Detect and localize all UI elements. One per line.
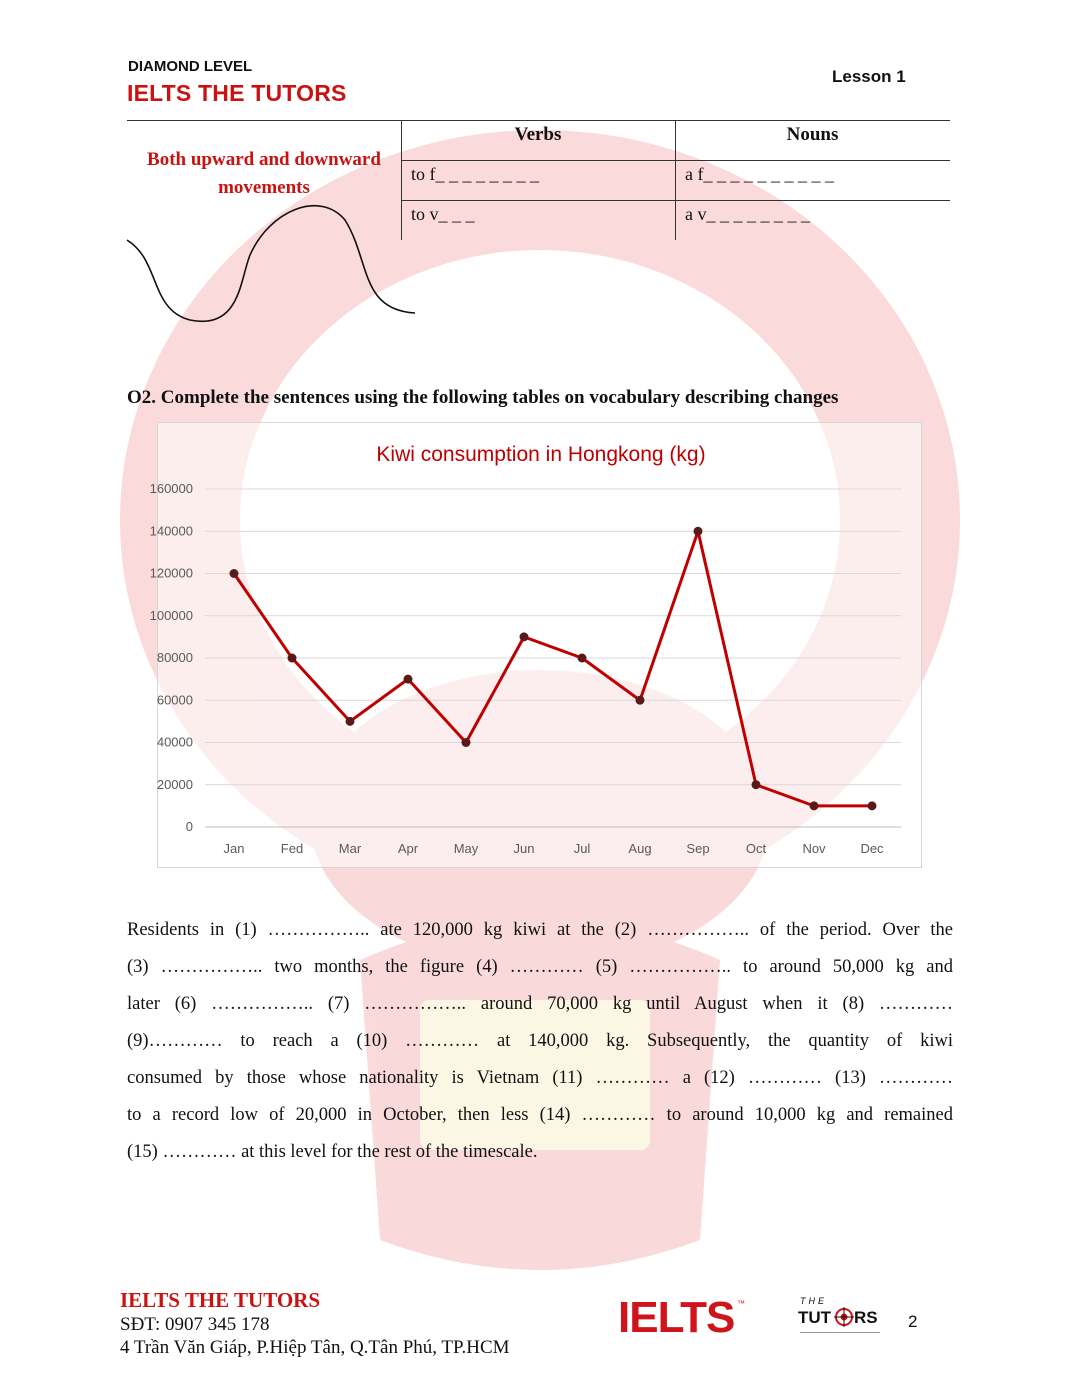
x-tick-label: Nov (802, 841, 826, 856)
paragraph-line-2: (3) …………….. two months, the figure (4) ………… (5) …………….. to around 50,000 kg and (127, 957, 953, 977)
paragraph-line-3: later (6) …………….. (7) …………….. around 70,000 kg until August when it (8) ………… (127, 994, 953, 1014)
logo-tut-text: TUT (798, 1308, 832, 1327)
x-tick-label: Dec (860, 841, 884, 856)
y-tick-label: 60000 (156, 692, 193, 708)
verb-cell-1: to f_ _ _ _ _ _ _ _ (411, 164, 539, 184)
footer-address: 4 Trần Văn Giáp, P.Hiệp Tân, Q.Tân Phú, TP.HCM (120, 1337, 510, 1358)
paragraph-line-7: (15) ………… at this level for the rest of the timescale. (127, 1142, 538, 1162)
data-point (404, 675, 413, 684)
data-point (346, 717, 355, 726)
data-point (230, 569, 239, 578)
verbs-header: Verbs (514, 124, 562, 145)
level-label: DIAMOND LEVEL (128, 58, 253, 75)
x-tick-label: Mar (338, 841, 362, 856)
data-point (462, 738, 471, 747)
x-tick-label: Jun (513, 841, 535, 856)
data-point (810, 801, 819, 810)
data-point (578, 654, 587, 663)
target-icon (834, 1307, 854, 1327)
data-point (694, 527, 703, 536)
chart-canvas (149, 423, 921, 867)
exercise-title: O2. Complete the sentences using the following tables on vocabulary describing changes (127, 387, 839, 408)
x-tick-label: May (453, 841, 479, 856)
paragraph-line-4: (9)………… to reach a (10) ………… at 140,000 kg. Subsequently, the quantity of kiwi (127, 1031, 953, 1051)
noun-cell-1: a f_ _ _ _ _ _ _ _ _ _ (685, 164, 834, 184)
paragraph-line-5: consumed by those whose nationality is Vietnam (11) ………… a (12) ………… (13) ………… (127, 1068, 953, 1088)
cloze-paragraph (127, 912, 953, 1171)
series-line (234, 531, 872, 806)
verb-cell-2: to v_ _ _ (411, 204, 475, 224)
lesson-label: Lesson 1 (832, 67, 906, 86)
y-tick-label: 120000 (149, 565, 193, 581)
fluctuation-curve-illustration (0, 0, 1081, 340)
x-tick-label: Aug (628, 841, 652, 856)
y-tick-label: 140000 (149, 523, 193, 539)
line-chart (149, 422, 922, 868)
brand-title: IELTS THE TUTORS (127, 80, 347, 106)
movement-label: Both upward and downward movements (147, 149, 381, 198)
logo-rs-text: RS (854, 1308, 878, 1327)
data-point (520, 632, 529, 641)
page-number: 2 (908, 1312, 918, 1331)
x-tick-label: Jan (223, 841, 245, 856)
x-tick-label: Oct (745, 841, 767, 856)
logo-the-text: THE (800, 1296, 827, 1306)
the-tutors-logo (790, 1296, 890, 1356)
x-tick-label: Apr (397, 841, 419, 856)
trademark-mark: ™ (737, 1299, 745, 1308)
paragraph-line-1: Residents in (1) …………….. ate 120,000 kg kiwi at the (2) …………….. of the period. Over the (127, 920, 953, 940)
nouns-header: Nouns (786, 124, 839, 145)
footer-brand: IELTS THE TUTORS (120, 1288, 321, 1312)
y-tick-label: 160000 (149, 481, 193, 496)
noun-cell-2: a v_ _ _ _ _ _ _ _ (685, 204, 810, 224)
x-tick-label: Jul (573, 841, 591, 856)
y-tick-label: 20000 (156, 776, 193, 792)
y-tick-label: 100000 (149, 607, 193, 623)
chart-title: Kiwi consumption in Hongkong (kg) (376, 443, 706, 466)
ielts-logo: IELTS (618, 1293, 735, 1342)
x-tick-label: Sep (686, 841, 710, 856)
x-tick-label: Fed (280, 841, 304, 856)
y-tick-label: 80000 (156, 650, 193, 665)
data-point (752, 780, 761, 789)
data-point (288, 654, 297, 663)
data-point (636, 696, 645, 705)
data-point (868, 801, 877, 810)
y-tick-label: 0 (185, 819, 193, 834)
footer-phone: SĐT: 0907 345 178 (120, 1314, 270, 1335)
y-tick-label: 40000 (156, 734, 193, 750)
logo-underline (800, 1332, 880, 1333)
paragraph-line-6: to a record low of 20,000 in October, then less (14) ………… to around 10,000 kg and remained (127, 1105, 953, 1125)
